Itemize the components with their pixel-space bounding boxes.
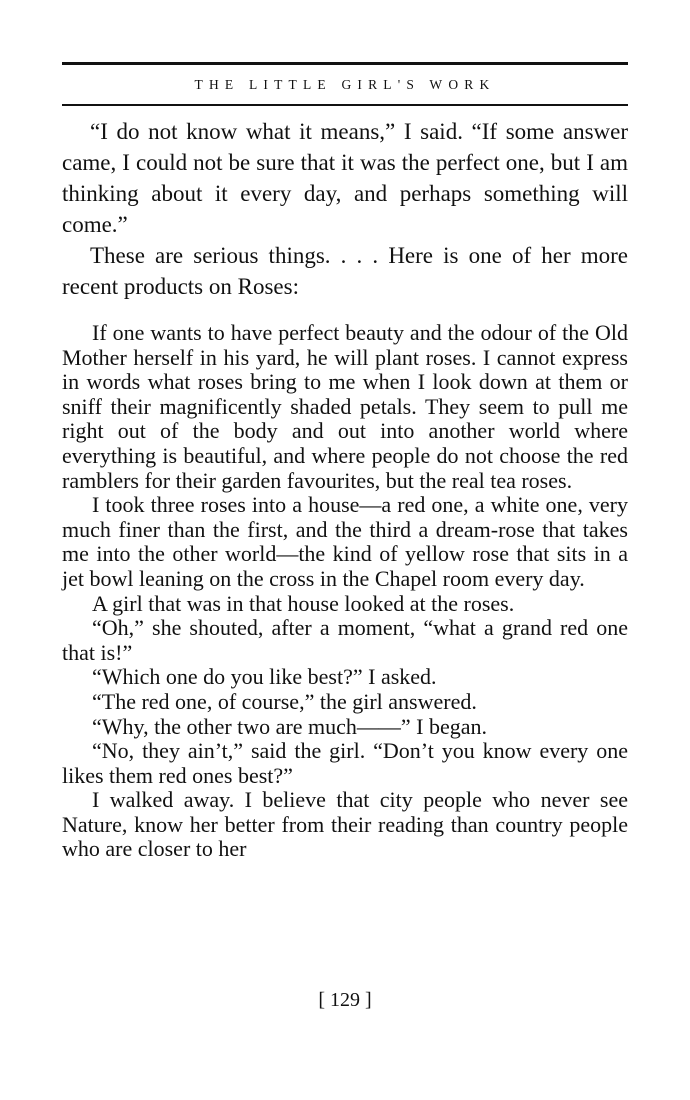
extract-paragraph: “Why, the other two are much——” I began. — [92, 713, 488, 739]
extract-paragraph: I took three roses into a house—a red one, a white one, very much finer than the first, and the third a dream-rose that takes me into the other world—the kind of yellow rose that sits in a jet bowl leaning on the cross in the Chapel room every day. — [62, 492, 628, 591]
extract-paragraph: If one wants to have perfect beauty and the odour of the Old Mother herself in his yard, he will plant roses. I cannot express in words what roses bring to me when I look down at them or sniff their magnificently shaded petals. They seem to pull me right out of the body and out into another world where everything is beautiful, and where people do not choose the red ramblers for their garden favourites, but the real tea roses. — [62, 320, 628, 493]
header-rule-top — [62, 62, 628, 65]
intro-paragraph: These are serious things. . . . Here is one of her more recent products on Roses: — [62, 243, 628, 299]
intro-text — [62, 116, 628, 302]
extract-paragraph: A girl that was in that house looked at the roses. — [92, 590, 515, 616]
roses-extract — [62, 321, 628, 862]
extract-paragraph: “The red one, of course,” the girl answered. — [92, 688, 477, 714]
header-rule-bottom — [62, 104, 628, 106]
page-number: [ 129 ] — [318, 989, 372, 1011]
extract-paragraph: “Oh,” she shouted, after a moment, “what a grand red one that is!” — [62, 615, 628, 665]
extract-paragraph: “Which one do you like best?” I asked. — [92, 664, 437, 690]
extract-paragraph: I walked away. I believe that city people who never see Nature, know her better from their reading than country people who are closer to her — [62, 787, 628, 862]
book-page — [62, 0, 628, 1100]
extract-paragraph: “No, they ain’t,” said the girl. “Don’t you know every one likes them red ones best?” — [62, 738, 628, 788]
running-head: THE LITTLE GIRL'S WORK — [194, 77, 496, 92]
intro-paragraph: “I do not know what it means,” I said. “If some answer came, I could not be sure that it was the perfect one, but I am thinking about it every day, and perhaps something will come.” — [62, 119, 628, 237]
